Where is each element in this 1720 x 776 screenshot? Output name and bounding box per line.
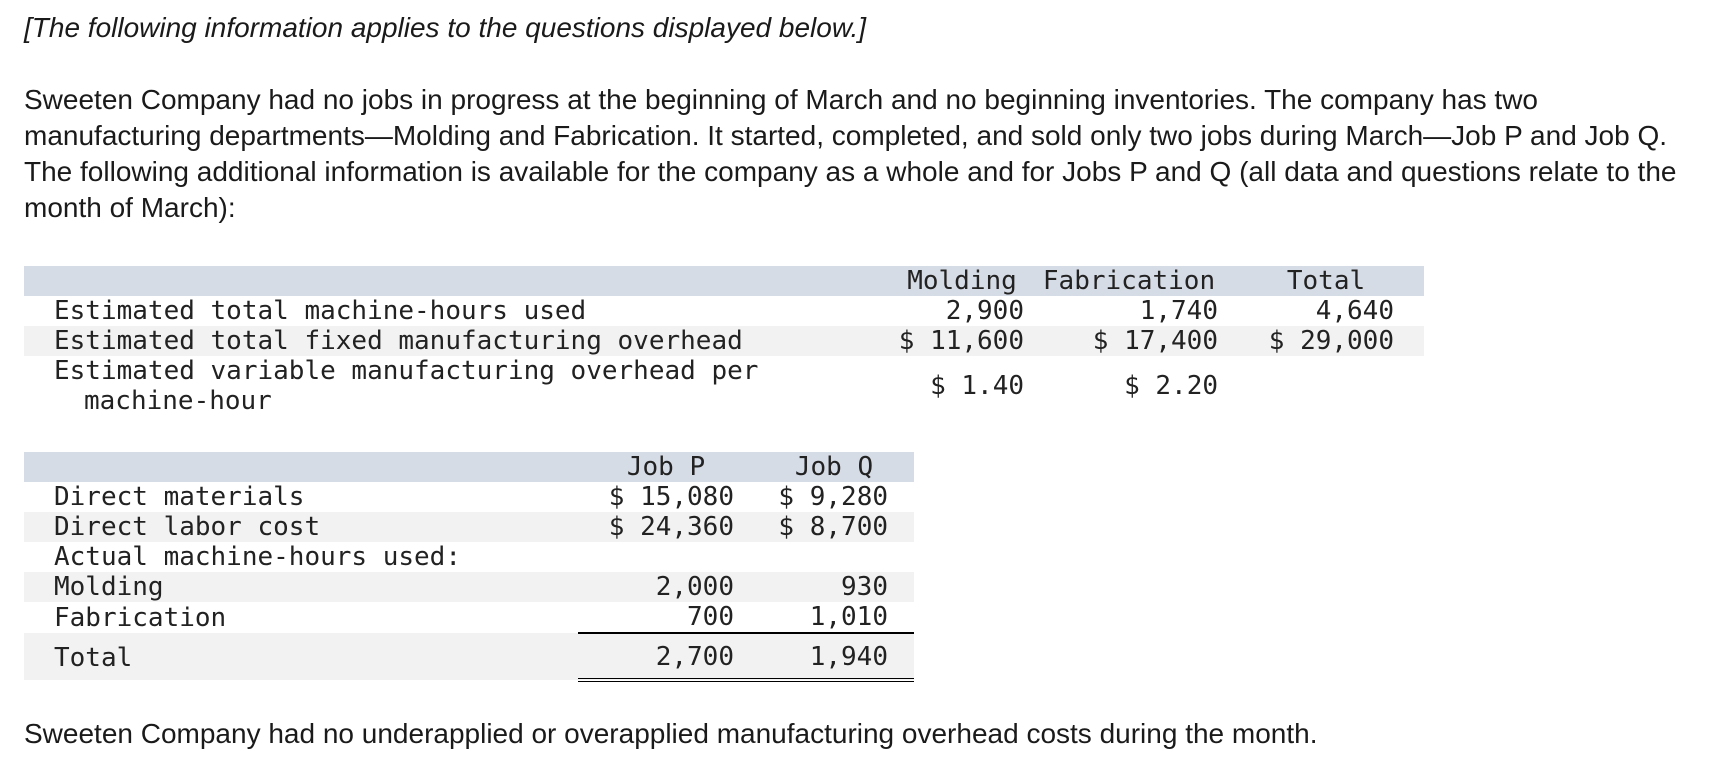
cell-job-p: [578, 542, 754, 572]
cell-fabrication: 1,740: [1139, 296, 1218, 326]
cell-job-p: 2,000: [578, 572, 754, 602]
intro-note: [The following information applies to the questions displayed below.]: [24, 12, 867, 43]
cell-total: 4,640: [1315, 296, 1394, 326]
row-label: Direct labor cost: [24, 512, 578, 542]
header-job-p: Job P: [626, 452, 706, 482]
row-label-line1: Estimated variable manufacturing overhead per: [54, 356, 759, 386]
jobs-header-row: [24, 452, 914, 482]
cell-job-p: $ 15,080: [608, 482, 734, 512]
cell-job-q: [754, 542, 914, 572]
estimates-row-fixed-overhead: [24, 326, 1424, 356]
header-job-q: Job Q: [794, 452, 874, 482]
jobs-table: [24, 452, 914, 682]
cell-molding: 2,900: [945, 296, 1024, 326]
cell-job-p: 700: [578, 602, 754, 633]
estimates-header-row: [24, 266, 1424, 296]
cell-molding: $ 1.40: [930, 371, 1024, 401]
row-label: Actual machine-hours used:: [54, 542, 461, 572]
estimates-table: [24, 266, 1424, 416]
estimates-row-machine-hours: [24, 296, 1424, 326]
row-label: [24, 356, 894, 416]
cell-job-q: 930: [754, 572, 914, 602]
jobs-row-fabrication: [24, 602, 914, 633]
jobs-row-direct-labor: [24, 512, 914, 542]
jobs-row-molding: [24, 572, 914, 602]
row-label-line2: machine-hour: [84, 386, 272, 416]
header-molding: Molding: [907, 266, 1017, 296]
cell-job-q: 1,010: [754, 602, 914, 633]
cell-molding: $ 11,600: [894, 326, 1030, 356]
row-label: Estimated total fixed manufacturing overhead: [24, 326, 894, 356]
row-label: Total: [24, 633, 578, 680]
problem-paragraph: Sweeten Company had no jobs in progress at the beginning of March and no beginning inventories. The company has two manufacturing departments—Molding and Fabrication. It started, completed, and sold only two jobs during March—Job P and Job Q. The following additional information is available for the company as a whole and for Jobs P and Q (all data and questions relate to the month of March):: [24, 84, 1677, 223]
row-label: Estimated total machine-hours used: [54, 296, 587, 326]
cell-job-q: 1,940: [754, 633, 914, 680]
row-label: Direct materials: [54, 482, 305, 512]
cell-job-p: 2,700: [578, 633, 754, 680]
jobs-row-machine-hours-heading: [24, 542, 914, 572]
row-label: Molding: [24, 572, 578, 602]
cell-fabrication: $ 17,400: [1030, 326, 1228, 356]
closing-statement: Sweeten Company had no underapplied or overapplied manufacturing overhead costs during the month.: [24, 718, 1318, 749]
cell-job-q: $ 8,700: [754, 512, 914, 542]
cell-fabrication: $ 2.20: [1124, 371, 1218, 401]
cell-job-p: $ 24,360: [578, 512, 754, 542]
jobs-header-blank: [24, 452, 578, 482]
cell-total: $ 29,000: [1228, 326, 1424, 356]
jobs-row-direct-materials: [24, 482, 914, 512]
estimates-header-blank: [24, 266, 894, 296]
header-total: Total: [1286, 266, 1366, 296]
header-fabrication: Fabrication: [1042, 266, 1216, 296]
jobs-row-total: [24, 633, 914, 680]
estimates-row-variable-rate: [24, 356, 1424, 416]
row-label: Fabrication: [54, 602, 227, 633]
cell-total: [1228, 356, 1424, 416]
cell-job-q: $ 9,280: [778, 482, 888, 512]
